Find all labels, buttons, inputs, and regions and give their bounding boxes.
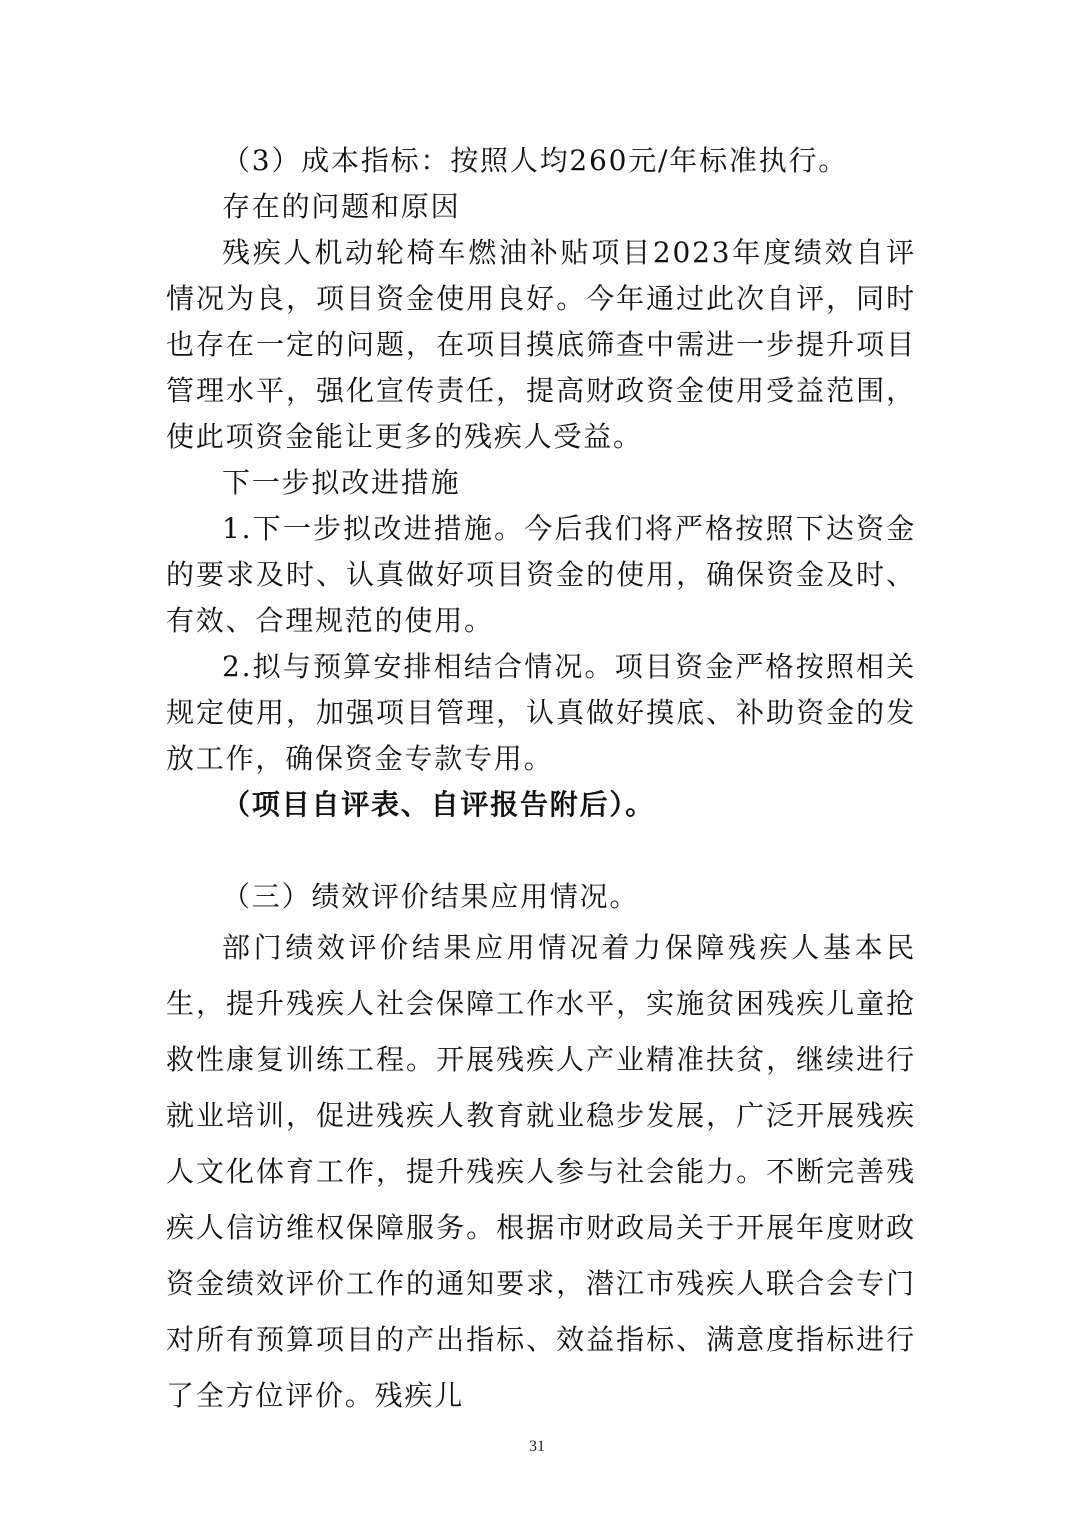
section-heading-results-application: （三）绩效评价结果应用情况。 bbox=[222, 880, 640, 913]
paragraph-results-application: 部门绩效评价结果应用情况着力保障残疾人基本民生，提升残疾人社会保障工作水平，实施贫困残疾儿童抢救性康复训练工程。开展残疾人产业精准扶贫，继续进行就业培训，促进残疾人教育就业稳步发展，广泛开展残疾人文化体育工作，提升残疾人参与社会能力。不断完善残疾人信访维权保障服务。根据市财政局关于开展年度财政资金绩效评价工作的通知要求，潜江市残疾人联合会专门对所有预算项目的产出指标、效益指标、满意度指标进行了全方位评价。残疾儿 bbox=[166, 931, 916, 1412]
cost-indicator-line: （3）成本指标：按照人均260元/年标准执行。 bbox=[222, 144, 849, 177]
paragraph-improvement-1: 1.下一步拟改进措施。今后我们将严格按照下达资金的要求及时、认真做好项目资金的使用，确保资金及时、有效、合理规范的使用。 bbox=[166, 512, 916, 637]
section-heading-problems: 存在的问题和原因 bbox=[222, 190, 461, 223]
blank-line bbox=[166, 828, 916, 874]
attachment-note: （项目自评表、自评报告附后）。 bbox=[222, 788, 656, 821]
document-body bbox=[166, 138, 916, 1424]
paragraph-problems: 残疾人机动轮椅车燃油补贴项目2023年度绩效自评情况为良，项目资金使用良好。今年通过此次自评，同时也存在一定的问题，在项目摸底筛查中需进一步提升项目管理水平，强化宣传责任，提高财政资金使用受益范围，使此项资金能让更多的残疾人受益。 bbox=[166, 236, 916, 453]
section-heading-improvements: 下一步拟改进措施 bbox=[222, 466, 461, 499]
page-number: 31 bbox=[529, 1438, 545, 1455]
paragraph-improvement-2: 2.拟与预算安排相结合情况。项目资金严格按照相关规定使用，加强项目管理，认真做好摸底、补助资金的发放工作，确保资金专款专用。 bbox=[166, 650, 916, 775]
